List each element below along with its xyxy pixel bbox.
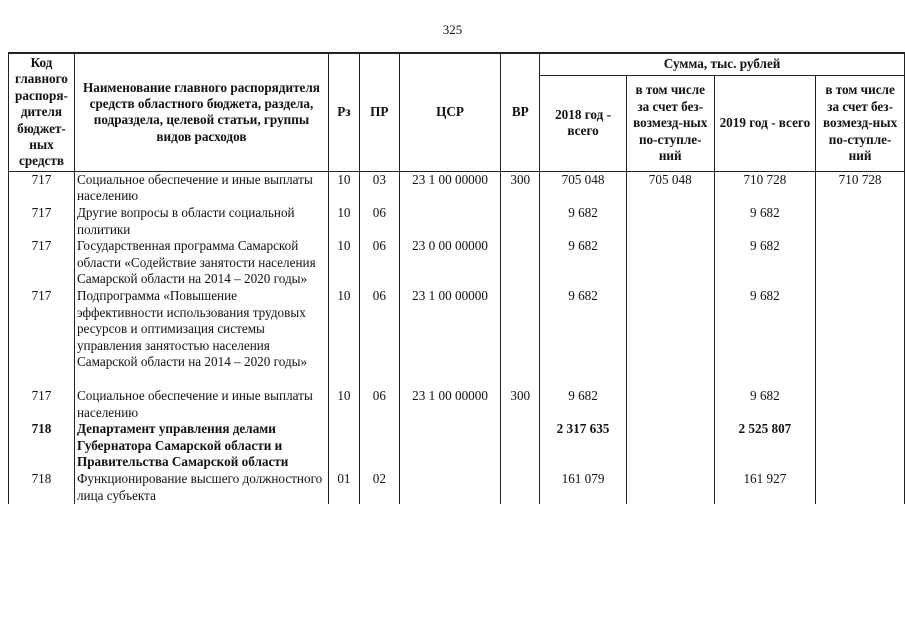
- table-row: [9, 371, 905, 421]
- cell-name: Функционирование высшего должностного лица субъекта: [74, 471, 328, 504]
- cell-2019-free: [816, 471, 905, 504]
- cell-2018-free: [626, 421, 714, 471]
- cell-pr: 03: [359, 171, 399, 205]
- cell-2019-free: [816, 238, 905, 288]
- cell-name: Департамент управления делами Губернатора Самарской области и Правительства Самарской области: [74, 421, 328, 471]
- cell-pr: 02: [359, 471, 399, 504]
- table-row: [9, 205, 905, 238]
- cell-rz: [328, 421, 359, 471]
- cell-rz: 10: [328, 371, 359, 421]
- cell-2019-free: [816, 205, 905, 238]
- table-row: [9, 421, 905, 471]
- cell-rz: 10: [328, 205, 359, 238]
- cell-name: Государственная программа Самарской области «Содействие занятости населения Самарской области на 2014 – 2020 годы»: [74, 238, 328, 288]
- cell-csr: [399, 421, 501, 471]
- table-row: [9, 238, 905, 288]
- cell-2018-total: 161 079: [540, 471, 627, 504]
- header-2019-free: в том числе за счет без-возмезд-ных по-ступле-ний: [816, 75, 905, 171]
- cell-2019-total: 9 682: [714, 288, 816, 371]
- cell-pr: 06: [359, 371, 399, 421]
- header-2019-total: 2019 год - всего: [714, 75, 816, 171]
- table-row: [9, 171, 905, 205]
- cell-csr: 23 1 00 00000: [399, 288, 501, 371]
- cell-2018-total: 9 682: [540, 205, 627, 238]
- cell-2018-free: 705 048: [626, 171, 714, 205]
- cell-code: 717: [9, 171, 75, 205]
- header-sum: Сумма, тыс. рублей: [540, 53, 905, 75]
- table-row: [9, 471, 905, 504]
- cell-csr: 23 1 00 00000: [399, 171, 501, 205]
- cell-rz: 10: [328, 288, 359, 371]
- header-name: Наименование главного распорядителя средств областного бюджета, раздела, подраздела, целевой статьи, группы видов расходов: [74, 53, 328, 171]
- cell-2018-free: [626, 288, 714, 371]
- cell-pr: 06: [359, 205, 399, 238]
- cell-2019-total: 2 525 807: [714, 421, 816, 471]
- page-number: 325: [442, 22, 463, 37]
- cell-rz: 10: [328, 238, 359, 288]
- header-vr: ВР: [501, 53, 540, 171]
- cell-code: 717: [9, 205, 75, 238]
- cell-rz: 10: [328, 171, 359, 205]
- cell-2019-total: 9 682: [714, 371, 816, 421]
- cell-code: 718: [9, 471, 75, 504]
- cell-csr: 23 0 00 00000: [399, 238, 501, 288]
- cell-vr: [501, 205, 540, 238]
- cell-2018-total: 9 682: [540, 371, 627, 421]
- table-row: [9, 288, 905, 371]
- cell-rz: 01: [328, 471, 359, 504]
- cell-pr: 06: [359, 288, 399, 371]
- table-body: [9, 171, 905, 504]
- cell-2018-total: 9 682: [540, 288, 627, 371]
- cell-csr: [399, 205, 501, 238]
- cell-pr: [359, 421, 399, 471]
- cell-2019-free: [816, 288, 905, 371]
- header-pr: ПР: [359, 53, 399, 171]
- cell-pr: 06: [359, 238, 399, 288]
- cell-name: Другие вопросы в области социальной политики: [74, 205, 328, 238]
- cell-code: 717: [9, 288, 75, 371]
- table-header: [9, 53, 905, 171]
- cell-2019-total: 9 682: [714, 205, 816, 238]
- cell-code: 717: [9, 371, 75, 421]
- cell-2019-total: 9 682: [714, 238, 816, 288]
- cell-2018-free: [626, 471, 714, 504]
- header-csr: ЦСР: [399, 53, 501, 171]
- cell-2018-total: 705 048: [540, 171, 627, 205]
- cell-code: 718: [9, 421, 75, 471]
- cell-2019-free: [816, 371, 905, 421]
- cell-2018-total: 9 682: [540, 238, 627, 288]
- cell-2019-total: 710 728: [714, 171, 816, 205]
- cell-name: Социальное обеспечение и иные выплаты населению: [74, 171, 328, 205]
- cell-vr: 300: [501, 371, 540, 421]
- cell-vr: [501, 288, 540, 371]
- cell-2019-free: [816, 421, 905, 471]
- cell-name: Социальное обеспечение и иные выплаты населению: [74, 371, 328, 421]
- cell-2018-free: [626, 205, 714, 238]
- cell-csr: 23 1 00 00000: [399, 371, 501, 421]
- cell-csr: [399, 471, 501, 504]
- cell-2019-free: 710 728: [816, 171, 905, 205]
- cell-2019-total: 161 927: [714, 471, 816, 504]
- cell-2018-free: [626, 238, 714, 288]
- header-rz: Рз: [328, 53, 359, 171]
- cell-vr: 300: [501, 171, 540, 205]
- header-2018-total: 2018 год - всего: [540, 75, 627, 171]
- cell-2018-total: 2 317 635: [540, 421, 627, 471]
- header-code: Код главного распоря-дителя бюджет-ных средств: [9, 53, 75, 171]
- cell-vr: [501, 471, 540, 504]
- budget-table: [8, 52, 905, 504]
- cell-vr: [501, 238, 540, 288]
- cell-name: Подпрограмма «Повышение эффективности использования трудовых ресурсов и оптимизация системы управления занятостью населения Самарской области на 2014 – 2020 годы»: [74, 288, 328, 371]
- cell-2018-free: [626, 371, 714, 421]
- cell-vr: [501, 421, 540, 471]
- header-2018-free: в том числе за счет без-возмезд-ных по-ступле-ний: [626, 75, 714, 171]
- cell-code: 717: [9, 238, 75, 288]
